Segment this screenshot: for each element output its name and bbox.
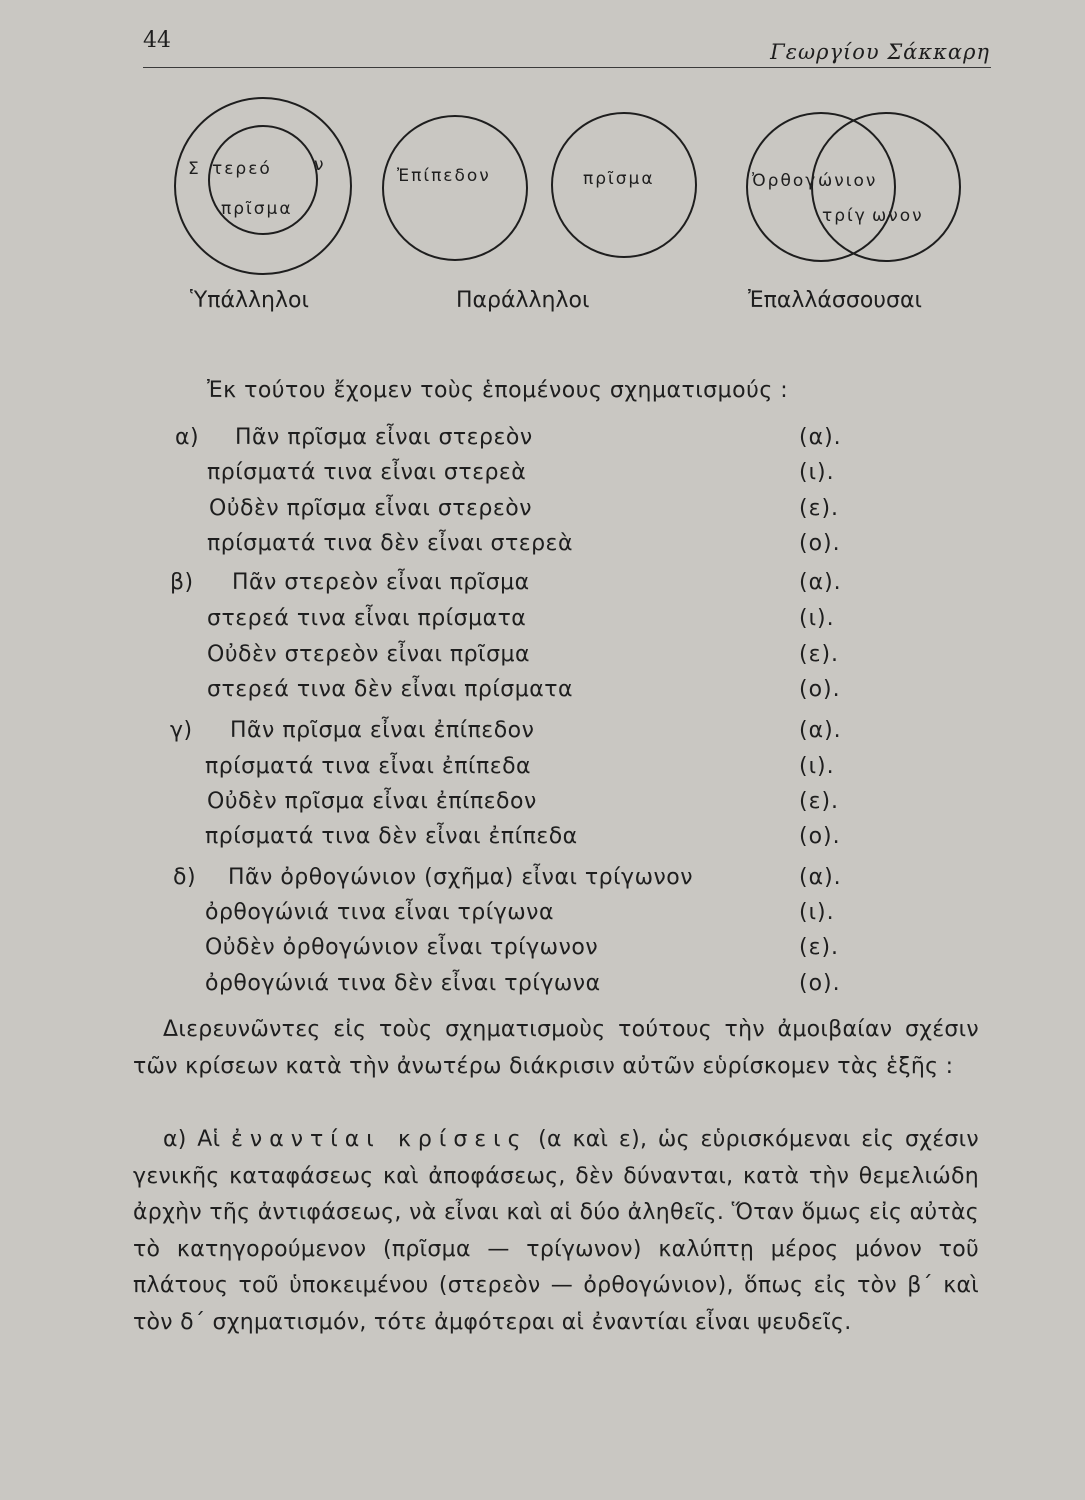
- syllogism-line: ὀρθογώνιά τινα εἶναι τρίγωνα: [205, 900, 554, 925]
- proposition-code: (ο).: [799, 971, 841, 996]
- syllogism-d-marker: δ): [173, 865, 197, 890]
- running-title: Γεωργίου Σάκκαρη: [770, 40, 990, 64]
- syllogism-line: Οὐδὲν πρῖσμα εἶναι στερεὸν: [209, 496, 533, 521]
- syllogism-line: πρίσματά τινα δὲν εἶναι ἐπίπεδα: [205, 824, 578, 849]
- proposition-code: (ο).: [799, 677, 841, 702]
- proposition-code: (ι).: [799, 900, 835, 925]
- syllogism-line: πρίσματά τινα εἶναι ἐπίπεδα: [205, 754, 532, 779]
- proposition-code: (ι).: [799, 606, 835, 631]
- syllogism-line: πρίσματά τινα εἶναι στερεὰ: [207, 460, 527, 485]
- proposition-code: (ο).: [799, 531, 841, 556]
- proposition-code: (α).: [799, 865, 842, 890]
- paragraph-contraries: [133, 1122, 979, 1341]
- syllogism-line: στερεά τινα δὲν εἶναι πρίσματα: [207, 677, 573, 702]
- caption-parallhloi: Παράλληλοι: [456, 288, 590, 313]
- syllogism-line: Οὐδὲν πρῖσμα εἶναι ἐπίπεδον: [207, 789, 537, 814]
- page-number: 44: [143, 28, 171, 53]
- spaced-term: ἐναντίαι κρίσεις: [231, 1127, 528, 1152]
- label-stereon-3: ν: [314, 155, 326, 175]
- paragraph-contraries-text: (α καὶ ε), ὡς εὑρισκόμεναι εἰς σχέσιν γενικῆς καταφάσεως καὶ ἀποφάσεως, δὲν δύνανται, κατὰ τὴν θεμελιώδη ἀρχὴν τῆς ἀντιφάσεως, νὰ εἶναι καὶ αἱ δύο ἀληθεῖς. Ὅταν ὅμως εἰς αὐτὰς τὸ κατηγορούμενον (πρῖσμα — τρίγωνον) καλύπτῃ μέρος μόνον τοῦ πλάτους τοῦ ὑποκειμένου (στερεὸν — ὀρθογώνιον), ὅπως εἰς τὸν β΄ καὶ τὸν δ΄ σχηματισμόν, τότε ἀμφότεραι αἱ ἐναντίαι εἶναι ψευδεῖς.: [133, 1127, 979, 1335]
- caption-ypallhloi: Ὑπάλληλοι: [190, 288, 309, 313]
- paragraph-contraries-lead: α) Αἱ: [163, 1127, 221, 1152]
- paragraph-investigation-text: Διερευνῶντες εἰς τοὺς σχηματισμοὺς τούτους τὴν ἀμοιβαίαν σχέσιν τῶν κρίσεων κατὰ τὴν ἀνωτέρω διάκρισιν αὐτῶν εὑρίσκομεν τὰς ἑξῆς :: [133, 1017, 979, 1079]
- proposition-code: (ε).: [799, 935, 840, 960]
- label-stereon-2: τερεό: [212, 159, 272, 179]
- syllogism-line: Οὐδὲν στερεὸν εἶναι πρῖσμα: [207, 642, 531, 667]
- venn-diagrams: [0, 0, 1085, 340]
- proposition-code: (ι).: [799, 754, 835, 779]
- proposition-code: (ο).: [799, 824, 841, 849]
- label-orthog: Ὀρθογ: [752, 171, 818, 191]
- proposition-code: (ι).: [799, 460, 835, 485]
- proposition-code: (α).: [799, 718, 842, 743]
- syllogism-c-marker: γ): [170, 718, 193, 743]
- proposition-code: (ε).: [799, 496, 840, 521]
- label-prisma: πρῖσμα: [583, 169, 655, 189]
- caption-epallassousai: Ἐπαλλάσσουσαι: [748, 288, 922, 313]
- paragraph-investigation: [133, 1012, 979, 1085]
- label-stereon-1: Σ: [188, 159, 201, 179]
- label-trig: τρίγ: [822, 206, 867, 226]
- diagram-parallel: [383, 113, 696, 313]
- proposition-code: (α).: [799, 570, 842, 595]
- syllogism-line: Πᾶν στερεὸν εἶναι πρῖσμα: [232, 570, 530, 595]
- circle-epipedon: [383, 116, 527, 260]
- syllogism-b-marker: β): [170, 570, 194, 595]
- syllogism-line: Πᾶν ὀρθογώνιον (σχῆμα) εἶναι τρίγωνον: [228, 865, 694, 890]
- label-epipedon: Ἐπίπεδον: [397, 166, 491, 186]
- syllogism-line: Πᾶν πρῖσμα εἶναι ἐπίπεδον: [230, 718, 535, 743]
- syllogism-line: Οὐδὲν ὀρθογώνιον εἶναι τρίγωνον: [205, 935, 599, 960]
- syllogism-line: ὀρθογώνιά τινα δὲν εἶναι τρίγωνα: [205, 971, 601, 996]
- label-onion: ώνιον: [818, 171, 878, 191]
- diagram-overlapping: [747, 113, 960, 313]
- label-onon: ωνον: [872, 206, 924, 226]
- outer-circle-stereon: [175, 98, 351, 274]
- proposition-code: (ε).: [799, 789, 840, 814]
- syllogism-line: στερεά τινα εἶναι πρίσματα: [207, 606, 527, 631]
- syllogism-line: Πᾶν πρῖσμα εἶναι στερεὸν: [235, 425, 533, 450]
- syllogism-line: πρίσματά τινα δὲν εἶναι στερεὰ: [207, 531, 573, 556]
- proposition-code: (α).: [799, 425, 842, 450]
- intro-line: Ἐκ τούτου ἔχομεν τοὺς ἑπομένους σχηματισμούς :: [207, 378, 789, 403]
- diagram-subordinate: [175, 98, 351, 313]
- label-prisma-inner: πρῖσμα: [221, 199, 293, 219]
- syllogism-a-marker: α): [175, 425, 200, 450]
- proposition-code: (ε).: [799, 642, 840, 667]
